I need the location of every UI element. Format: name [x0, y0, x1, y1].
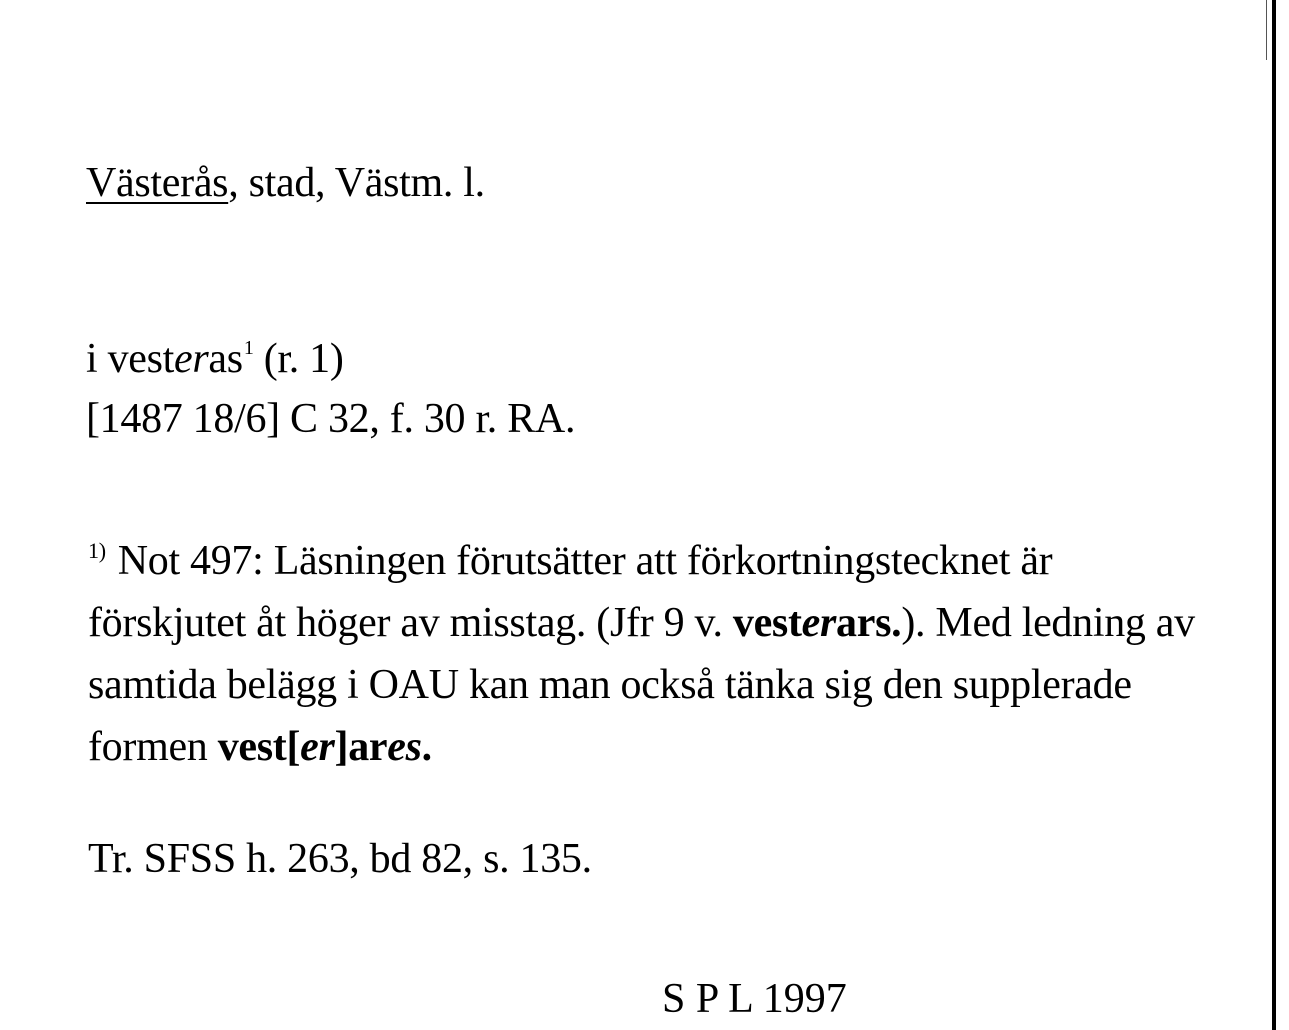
page-edge-line [1272, 0, 1276, 1030]
footnote-text-2: ). Med ledning av samtida belägg i OAU kan man också tänka sig den supplerade formen [88, 600, 1195, 770]
form-line-ref: (r. 1) [253, 336, 344, 382]
form-italic-expansion: er [174, 336, 209, 382]
place-description: , stad, Västm. l. [228, 160, 485, 206]
place-name: Västerås [86, 160, 229, 206]
source-citation: Tr. SFSS h. 263, bd 82, s. 135. [88, 836, 592, 882]
form-suffix: as [208, 336, 243, 382]
footnote-form-2-a: vest[ [217, 724, 301, 770]
footnote-form-2-b: ]ar [334, 724, 388, 770]
footnote-marker: 1) [88, 538, 106, 563]
footnote-form-1-b: ars. [836, 600, 902, 646]
entry-heading [86, 162, 485, 204]
footnote-form-2-italic: er [300, 724, 335, 770]
form-footnote-marker: 1 [243, 337, 254, 359]
attested-form [86, 338, 344, 380]
footnote-form-2 [218, 724, 432, 770]
footnote [88, 520, 1218, 778]
form-prefix: i vest [86, 336, 175, 382]
footnote-form-2-end: . [421, 724, 432, 770]
footnote-text-1: Not 497: Läsningen förutsätter att förkortningstecknet är förskjutet åt höger av misstag. (Jfr 9 v. [88, 538, 1053, 646]
footnote-form-1-a: vest [732, 600, 802, 646]
footnote-form-1 [733, 600, 901, 646]
footnote-form-2-italic-end: es [387, 724, 422, 770]
document-reference: [1487 18/6] C 32, f. 30 r. RA. [86, 396, 576, 442]
footnote-form-1-italic: er [801, 600, 837, 646]
signature: S P L 1997 [662, 976, 847, 1022]
page-edge-thin-line [1266, 0, 1267, 60]
